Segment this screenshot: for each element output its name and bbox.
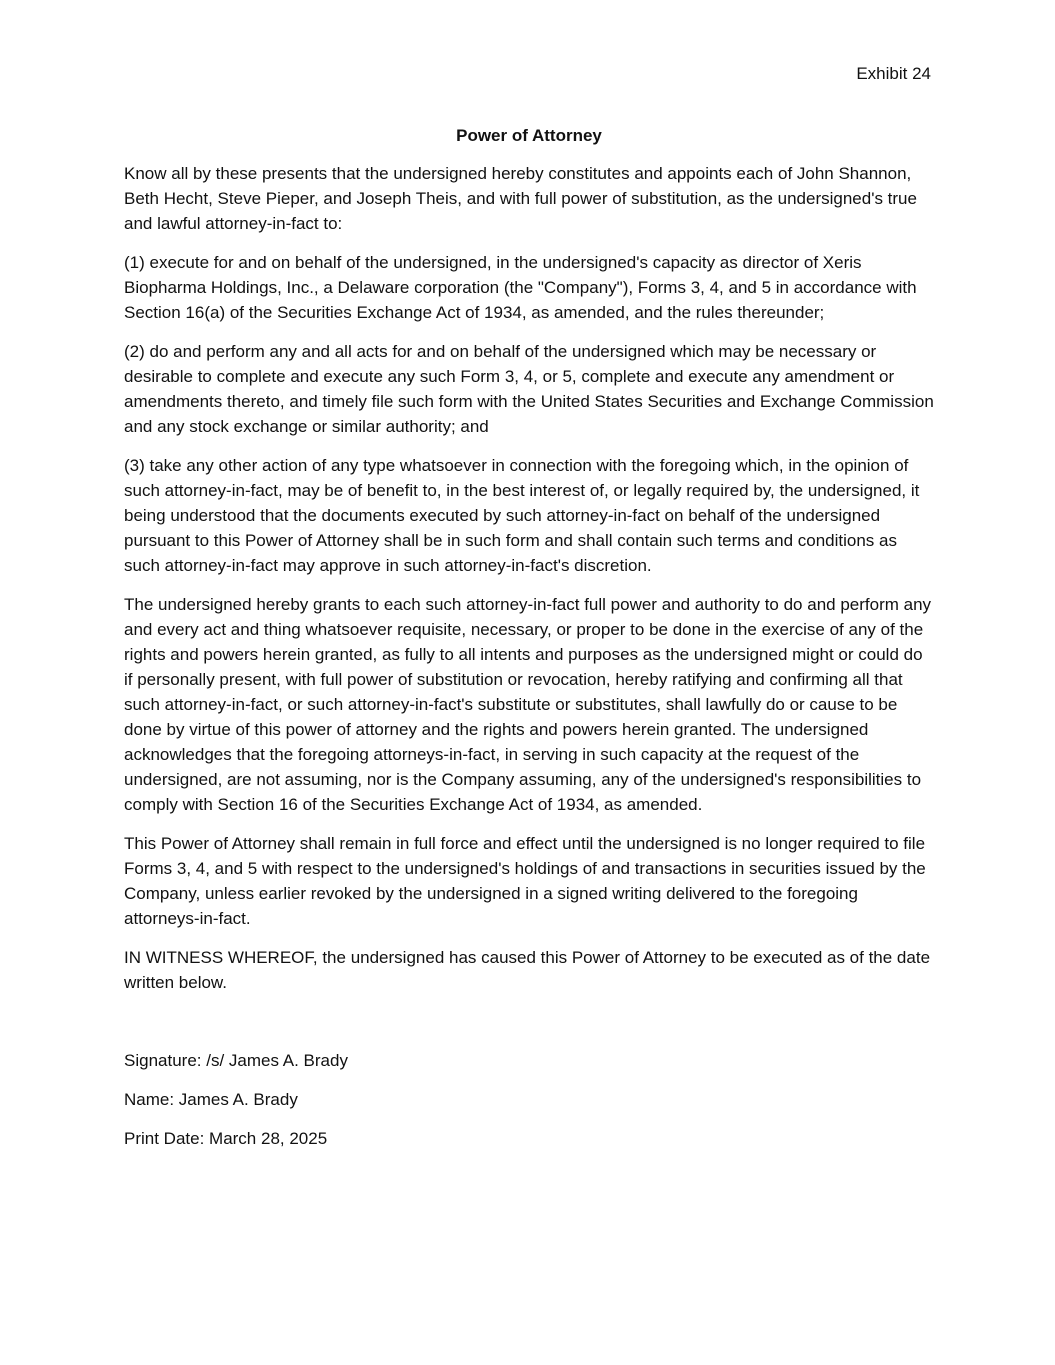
signature-block <box>124 1048 934 1151</box>
paragraph-appointment: Know all by these presents that the undersigned hereby constitutes and appoints each of John Shannon, Beth Hecht, Steve Pieper, and Joseph Theis, and with full power of substitution, as the undersigned's true and lawful attorney-in-fact to: <box>124 164 917 233</box>
print-date-line: Print Date: March 28, 2025 <box>124 1129 328 1148</box>
name-line: Name: James A. Brady <box>124 1090 298 1109</box>
paragraph-power-3: (3) take any other action of any type whatsoever in connection with the foregoing which, in the opinion of such attorney-in-fact, may be of benefit to, in the best interest of, or legally required by, the undersigned, it being understood that the documents executed by such attorney-in-fact on behalf of the undersigned pursuant to this Power of Attorney shall be in such form and shall contain such terms and conditions as such attorney-in-fact may approve in such attorney-in-fact's discretion. <box>124 456 920 575</box>
paragraph-duration: This Power of Attorney shall remain in full force and effect until the undersigned is no longer required to file Forms 3, 4, and 5 with respect to the undersigned's holdings of and transactions in securities issued by the Company, unless earlier revoked by the undersigned in a signed writing delivered to the foregoing attorneys-in-fact. <box>124 834 926 928</box>
exhibit-label: Exhibit 24 <box>856 64 931 83</box>
document-title: Power of Attorney <box>456 126 602 145</box>
paragraph-power-2: (2) do and perform any and all acts for and on behalf of the undersigned which may be necessary or desirable to complete and execute any such Form 3, 4, or 5, complete and execute any amendment or amendments thereto, and timely file such form with the United States Securities and Exchange Commission and any stock exchange or similar authority; and <box>124 342 934 436</box>
paragraph-witness: IN WITNESS WHEREOF, the undersigned has caused this Power of Attorney to be executed as of the date written below. <box>124 948 931 992</box>
paragraph-power-1: (1) execute for and on behalf of the undersigned, in the undersigned's capacity as director of Xeris Biopharma Holdings, Inc., a Delaware corporation (the "Company"), Forms 3, 4, and 5 in accordance with Section 16(a) of the Securities Exchange Act of 1934, as amended, and the rules thereunder; <box>124 253 917 322</box>
paragraph-grant-of-authority: The undersigned hereby grants to each such attorney-in-fact full power and authority to do and perform any and every act and thing whatsoever requisite, necessary, or proper to be done in the exercise of any of the rights and powers herein granted, as fully to all intents and purposes as the undersigned might or could do if personally present, with full power of substitution or revocation, hereby ratifying and confirming all that such attorney-in-fact, or such attorney-in-fact's substitute or substitutes, shall lawfully do or cause to be done by virtue of this power of attorney and the rights and powers herein granted. The undersigned acknowledges that the foregoing attorneys-in-fact, in serving in such capacity at the request of the undersigned, are not assuming, nor is the Company assuming, any of the undersigned's responsibilities to comply with Section 16 of the Securities Exchange Act of 1934, as amended. <box>124 595 932 814</box>
document-body <box>124 124 934 1165</box>
signature-line: Signature: /s/ James A. Brady <box>124 1051 348 1070</box>
